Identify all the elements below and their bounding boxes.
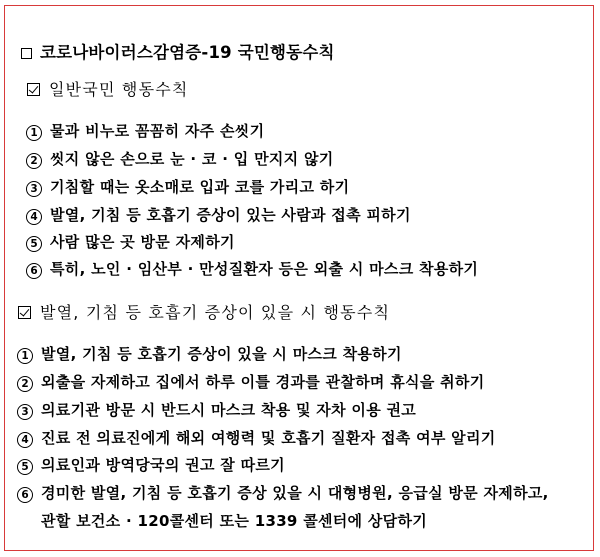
checkbox-checked-icon [27,83,40,96]
circled-number: 2 [17,376,33,392]
circled-number: 4 [17,432,33,448]
circled-number: 6 [17,487,33,503]
list-item-text: 관할 보건소 · 120콜센터 또는 1339 콜센터에 상담하기 [41,512,428,530]
list-item-text: 의료기관 방문 시 반드시 마스크 착용 및 자차 이용 권고 [41,401,417,419]
section-heading-symptoms [18,305,390,321]
list-item [26,235,235,252]
list-item-text: 경미한 발열, 기침 등 호흡기 증상 있을 시 대형병원, 응급실 방문 자제하고, [41,484,549,502]
list-item [26,180,349,197]
document-frame [4,5,594,551]
list-item-text: 특히, 노인 · 임산부 · 만성질환자 등은 외출 시 마스크 착용하기 [50,260,479,278]
circled-number: 1 [26,125,42,141]
list-item [17,486,549,503]
list-item [17,347,402,364]
circled-number: 5 [17,459,33,475]
list-item-text: 발열, 기침 등 호흡기 증상이 있을 시 마스크 착용하기 [41,345,402,363]
list-item-text: 외출을 자제하고 집에서 하루 이틀 경과를 관찰하며 휴식을 취하기 [41,373,485,391]
list-item-text: 진료 전 의료진에게 해외 여행력 및 호흡기 질환자 접촉 여부 알리기 [41,429,496,447]
section-heading-text: 일반국민 행동수칙 [49,80,189,99]
list-item-continuation [41,514,427,529]
document-title-row [21,45,335,62]
list-item [26,208,411,225]
list-item-text: 물과 비누로 꼼꼼히 자주 손씻기 [50,122,265,140]
circled-number: 1 [17,348,33,364]
list-item-text: 씻지 않은 손으로 눈 · 코 · 입 만지지 않기 [50,150,334,168]
list-item [26,124,264,141]
document-title: 코로나바이러스감염증-19 국민행동수칙 [40,43,335,62]
section-heading-general [27,82,189,98]
circled-number: 4 [26,209,42,225]
list-item [17,403,416,420]
checkbox-empty-icon [21,48,32,59]
list-item [17,458,285,475]
list-item-text: 의료인과 방역당국의 권고 잘 따르기 [41,456,285,474]
list-item-text: 사람 많은 곳 방문 자제하기 [50,233,235,251]
circled-number: 5 [26,236,42,252]
circled-number: 3 [26,181,42,197]
list-item [17,375,485,392]
circled-number: 6 [26,263,42,279]
list-item-text: 발열, 기침 등 호흡기 증상이 있는 사람과 접촉 피하기 [50,206,411,224]
circled-number: 3 [17,404,33,420]
list-item-text: 기침할 때는 옷소매로 입과 코를 가리고 하기 [50,178,350,196]
section-heading-text: 발열, 기침 등 호흡기 증상이 있을 시 행동수칙 [40,303,391,322]
list-item [17,431,496,448]
circled-number: 2 [26,153,42,169]
list-item [26,152,334,169]
checkbox-checked-icon [18,306,31,319]
list-item [26,262,478,279]
